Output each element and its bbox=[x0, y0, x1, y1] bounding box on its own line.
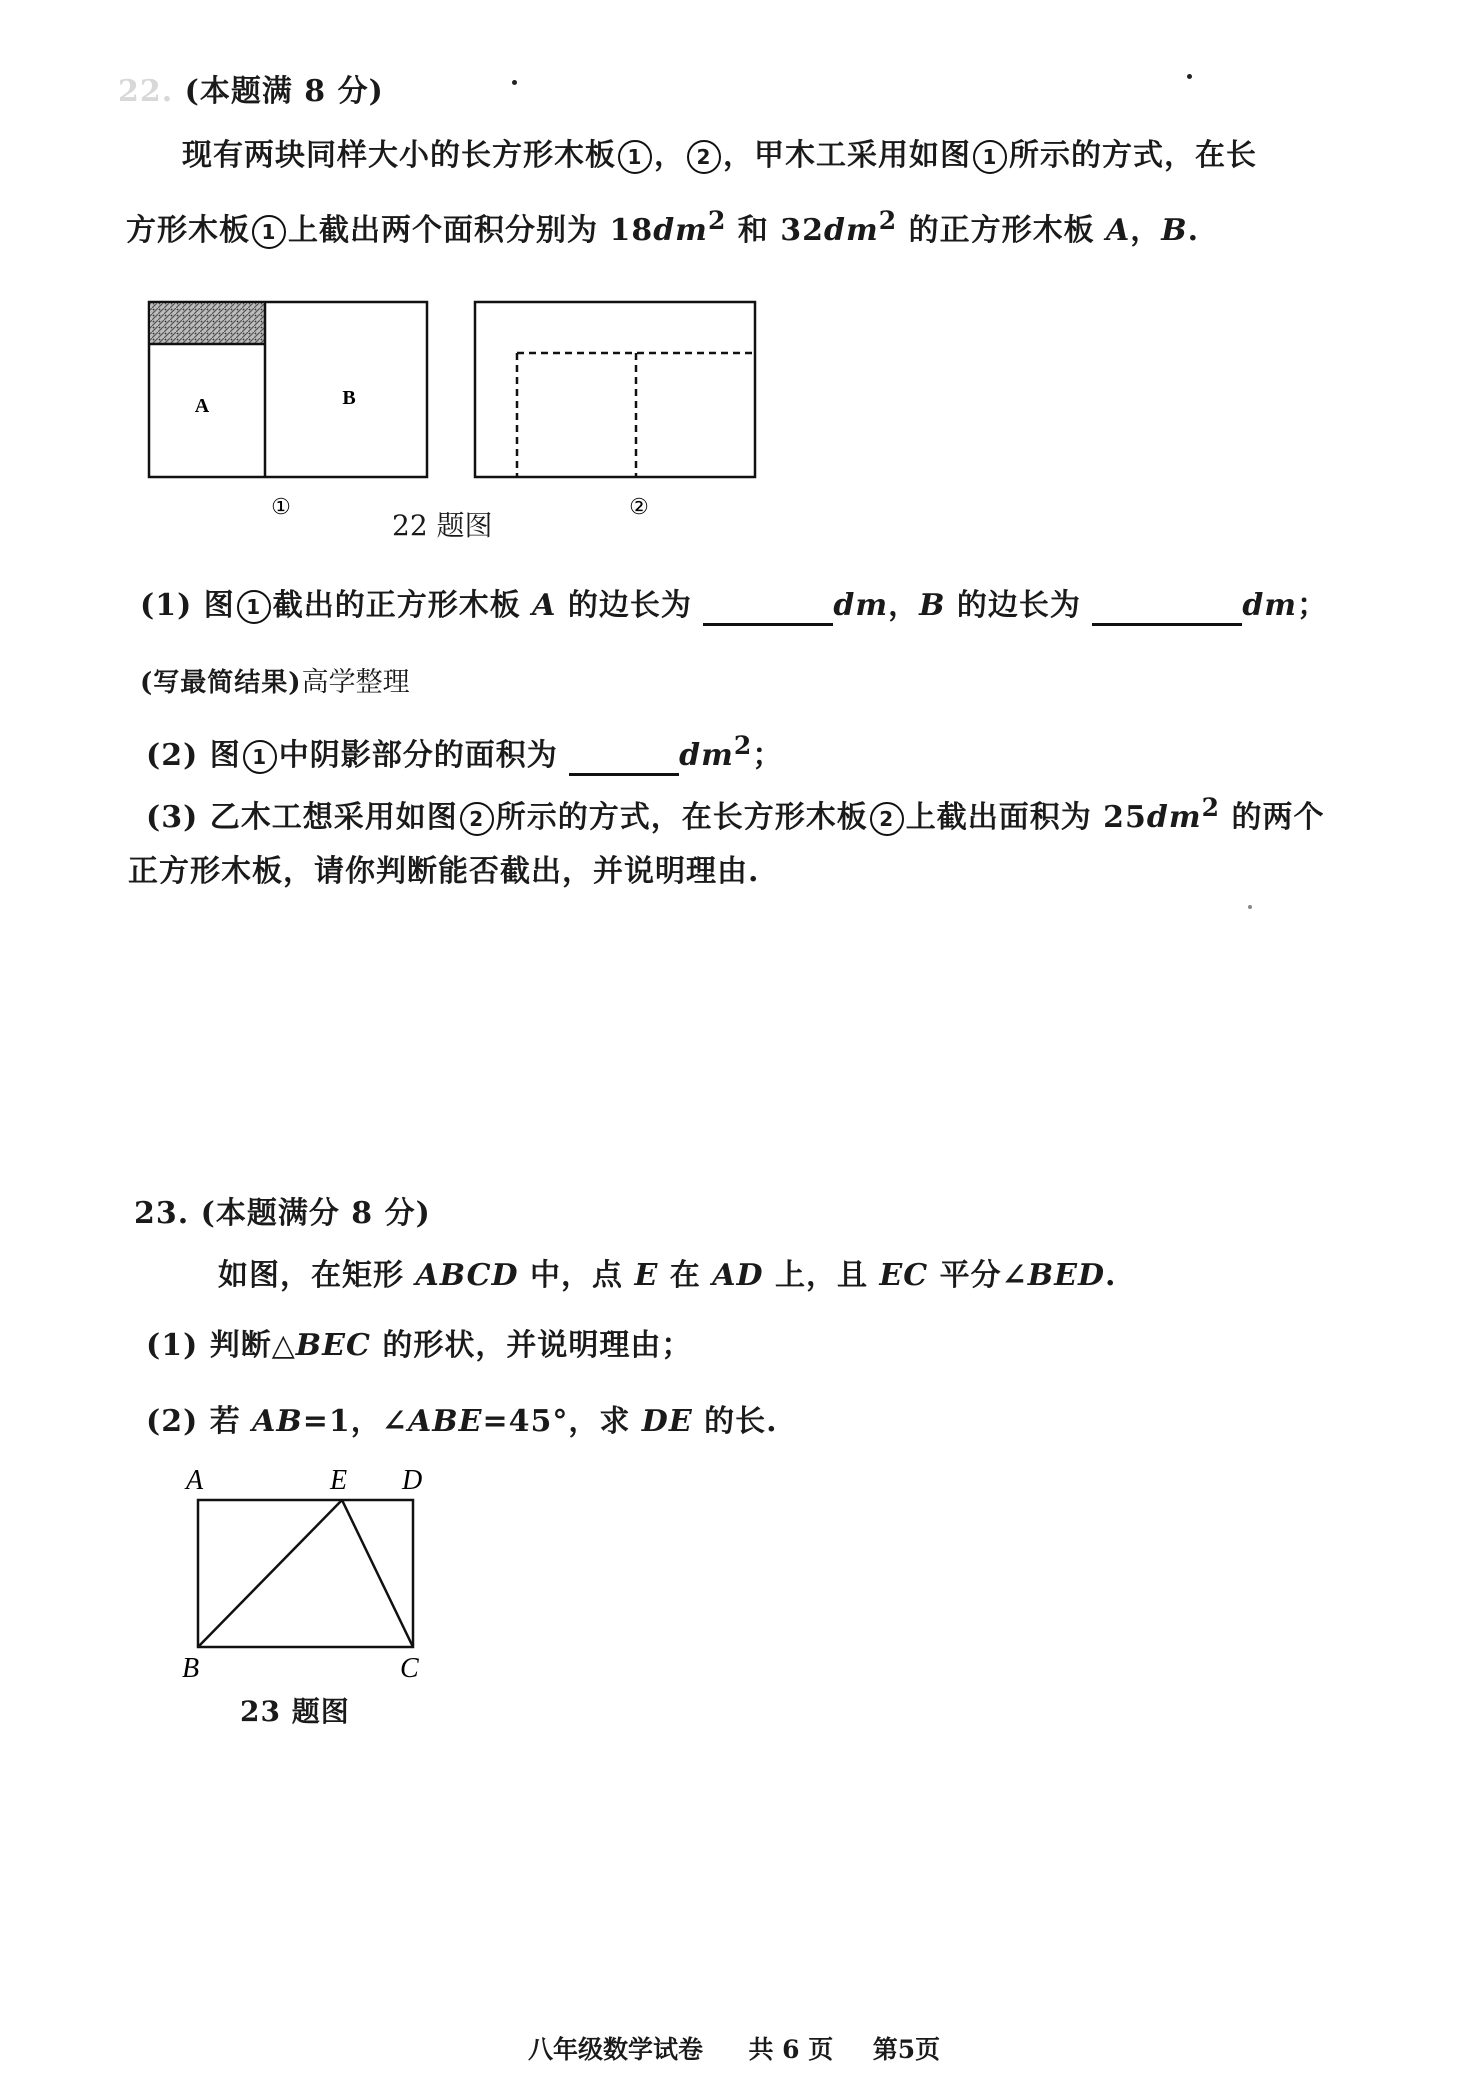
var-BEC: BEC bbox=[295, 1328, 371, 1363]
superscript-2: 2 bbox=[733, 731, 753, 760]
footer-total-pages: 共 6 页 bbox=[748, 2035, 834, 2064]
unit-dm: dm bbox=[1242, 588, 1298, 623]
q22-p2-end: ； bbox=[752, 738, 784, 773]
q22-intro2-comma: ， bbox=[1130, 213, 1162, 248]
point-label-c: C bbox=[400, 1653, 419, 1684]
answer-blank-b-side[interactable] bbox=[1092, 588, 1242, 626]
q22-p3-text-c: 上截出面积为 25 bbox=[905, 800, 1147, 835]
unit-dm: dm bbox=[833, 588, 889, 623]
q22-intro2-period: . bbox=[1187, 213, 1200, 248]
superscript-2: 2 bbox=[707, 206, 727, 235]
q22-figure-caption: 22 题图 bbox=[392, 509, 493, 542]
var-AB: AB bbox=[252, 1404, 303, 1439]
scan-speck bbox=[1248, 905, 1252, 909]
circle-1-icon: 1 bbox=[243, 740, 277, 774]
square-a-label: A bbox=[194, 395, 210, 417]
q22-note bbox=[140, 660, 410, 699]
circle-1-icon: 1 bbox=[252, 215, 286, 249]
q23-p2-c: =45°，求 bbox=[482, 1404, 642, 1439]
unit-dm: dm bbox=[1146, 800, 1202, 835]
var-BED: BED bbox=[1027, 1258, 1105, 1293]
square-b-label: B bbox=[342, 387, 356, 409]
superscript-2: 2 bbox=[878, 206, 898, 235]
q22-intro1-text-b: ，甲木工采用如图 bbox=[723, 138, 971, 173]
q22-p1-prefix: (1) 图 bbox=[140, 588, 235, 623]
q22-intro1-sep: ， bbox=[654, 138, 685, 173]
q22-p2-prefix: (2) 图 bbox=[146, 738, 241, 773]
q22-note-watermark: 高学整理 bbox=[301, 667, 410, 698]
segment-ec bbox=[342, 1500, 413, 1647]
point-label-e: E bbox=[330, 1465, 348, 1496]
var-A: A bbox=[1106, 213, 1131, 248]
q23-part1 bbox=[146, 1320, 692, 1364]
q23-intro-d: 上，且 bbox=[763, 1258, 880, 1293]
q23-p2-d: 的长. bbox=[692, 1404, 778, 1439]
var-B: B bbox=[1161, 213, 1188, 248]
shaded-region bbox=[150, 303, 264, 344]
q22-p3-text-d: 的两个 bbox=[1220, 800, 1325, 835]
q22-part2 bbox=[146, 730, 783, 776]
q23-intro-c: 在 bbox=[658, 1258, 713, 1293]
q22-p3-text-a: (3) 乙木工想采用如图 bbox=[146, 800, 458, 835]
unit-dm: dm bbox=[653, 213, 708, 248]
q22-p3-text-b: 所示的方式，在长方形木板 bbox=[495, 800, 868, 835]
circle-2-icon: 2 bbox=[460, 802, 494, 836]
q23-header: 23. (本题满分 8 分) bbox=[134, 1196, 431, 1231]
var-A: A bbox=[532, 588, 557, 623]
q23-intro-a: 如图，在矩形 bbox=[218, 1258, 416, 1293]
q22-note-simplest: (写最简结果) bbox=[140, 668, 302, 698]
q22-part3-line1 bbox=[146, 792, 1325, 836]
q23-p2-a: (2) 若 bbox=[146, 1404, 253, 1439]
answer-blank-shaded-area[interactable] bbox=[569, 738, 679, 776]
circle-2-icon: 2 bbox=[870, 802, 904, 836]
q23-p2-b: =1，∠ bbox=[302, 1404, 408, 1439]
q22-intro2-text-a: 方形木板 bbox=[126, 213, 250, 248]
q22-p1-end: ； bbox=[1297, 588, 1329, 623]
q22-header bbox=[118, 66, 384, 110]
footer-subject: 八年级数学试卷 bbox=[528, 2035, 704, 2064]
q23-intro bbox=[218, 1250, 1116, 1294]
point-label-d: D bbox=[402, 1465, 423, 1496]
segment-be bbox=[198, 1500, 342, 1647]
scan-speck bbox=[512, 80, 517, 85]
q23-p1-b: 的形状，并说明理由； bbox=[370, 1328, 693, 1363]
var-ABE: ABE bbox=[407, 1404, 483, 1439]
q22-intro-line2 bbox=[126, 205, 1199, 249]
q22-intro2-text-b: 上截出两个面积分别为 18 bbox=[288, 213, 654, 248]
q23-figure-caption: 23 题图 bbox=[240, 1695, 350, 1728]
q22-intro2-text-d: 的正方形木板 bbox=[897, 213, 1107, 248]
var-DE: DE bbox=[641, 1404, 693, 1439]
q22-number: 22. bbox=[118, 74, 174, 109]
var-B: B bbox=[919, 588, 946, 623]
circle-1-icon: 1 bbox=[237, 590, 271, 624]
q23-p1-a: (1) 判断△ bbox=[146, 1328, 296, 1363]
scan-speck bbox=[1187, 74, 1192, 79]
q23-part2 bbox=[146, 1396, 778, 1440]
var-EC: EC bbox=[879, 1258, 929, 1293]
q22-p2-text: 中阴影部分的面积为 bbox=[278, 738, 570, 773]
var-ABCD: ABCD bbox=[415, 1258, 519, 1293]
q22-score: (本题满 8 分) bbox=[184, 74, 384, 109]
unit-dm: dm bbox=[679, 738, 734, 773]
q23-intro-e: 平分∠ bbox=[928, 1258, 1028, 1293]
q22-p1-text-b: 的边长为 bbox=[556, 588, 704, 623]
superscript-2: 2 bbox=[1201, 793, 1221, 822]
circle-2-icon: 2 bbox=[687, 140, 721, 174]
circle-1-icon: 1 bbox=[618, 140, 652, 174]
q22-part1 bbox=[140, 580, 1328, 626]
board-1-mark: ① bbox=[271, 494, 291, 519]
q22-figure bbox=[140, 290, 780, 530]
q22-intro-line1 bbox=[182, 130, 1257, 174]
q22-intro1-text-c: 所示的方式，在长 bbox=[1009, 138, 1257, 173]
point-label-b: B bbox=[182, 1653, 200, 1684]
q22-p1-text-a: 截出的正方形木板 bbox=[272, 588, 533, 623]
var-E: E bbox=[634, 1258, 659, 1293]
unit-dm: dm bbox=[823, 213, 879, 248]
var-AD: AD bbox=[712, 1258, 764, 1293]
q22-intro1-text-a: 现有两块同样大小的长方形木板 bbox=[182, 138, 616, 173]
q22-intro2-text-c: 和 32 bbox=[726, 213, 824, 248]
point-label-a: A bbox=[186, 1465, 204, 1496]
answer-blank-a-side[interactable] bbox=[703, 588, 833, 626]
page-footer bbox=[528, 2030, 940, 2066]
q23-intro-b: 中，点 bbox=[518, 1258, 635, 1293]
rectangle-abcd bbox=[198, 1500, 413, 1647]
q22-part3-line2: 正方形木板，请你判断能否截出，并说明理由. bbox=[128, 854, 760, 889]
circle-1-icon: 1 bbox=[973, 140, 1007, 174]
q23-figure bbox=[180, 1455, 480, 1685]
q22-p1-comma: ， bbox=[888, 588, 920, 623]
footer-page-number: 第5页 bbox=[872, 2035, 941, 2064]
q22-p1-text-d: 的边长为 bbox=[945, 588, 1093, 623]
board-2-mark: ② bbox=[629, 494, 649, 519]
q23-intro-f: . bbox=[1104, 1258, 1117, 1293]
